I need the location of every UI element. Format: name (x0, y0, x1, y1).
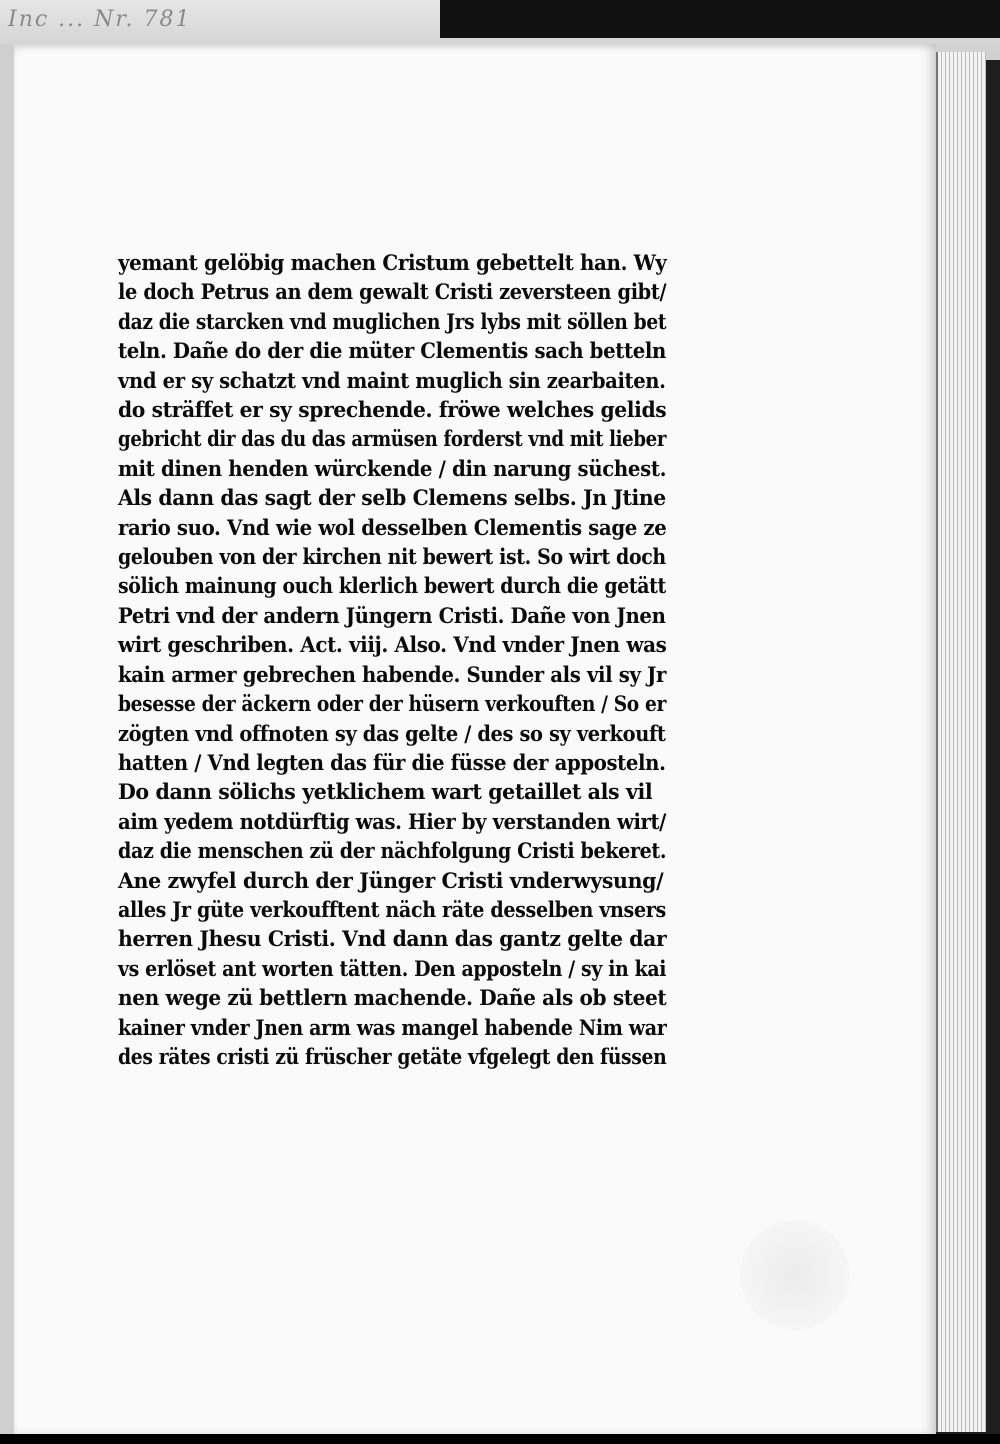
text-line: Ane zwyfel durch der Jünger Cristi vnderwysung/ (118, 867, 664, 893)
text-line: besesse der äckern oder der hüsern verkouften / So er (118, 691, 666, 717)
text-line: des rätes cristi zü früscher getäte vfgelegt den füssen (118, 1043, 667, 1069)
text-line: zögten vnd offnoten sy das gelte / des so sy verkouft (118, 720, 666, 746)
text-line: alles Jr güte verkoufftent näch räte desselben vnsers (118, 896, 666, 922)
text-line: nen wege zü bettlern machende. Dañe als ob steet (118, 985, 667, 1011)
text-line: aim yedem notdürftig was. Hier by verstanden wirt/ (118, 808, 666, 834)
text-line: Als dann das sagt der selb Clemens selbs. Jn Jtine (118, 485, 666, 511)
page-edges (936, 52, 986, 1432)
text-line: gebricht dir das du das armüsen forderst vnd mit lieber (118, 426, 667, 452)
text-line: kainer vnder Jnen arm was mangel habende Nim war (118, 1014, 667, 1040)
text-line: yemant gelöbig machen Cristum gebettelt han. Wy (118, 250, 667, 275)
text-line: vnd er sy schatzt vnd maint muglich sin zearbaiten. (118, 367, 666, 393)
paper-smudge (740, 1220, 850, 1330)
text-line: Do dann sölichs yetklichem wart getaillet als vil (118, 779, 653, 805)
text-line: daz die menschen zü der nächfolgung Cristi bekeret. (118, 838, 667, 864)
text-line: daz die starcken vnd muglichen Jrs lybs mit söllen bet (118, 308, 667, 334)
text-line: Petri vnd der andern Jüngern Cristi. Dañe von Jnen (118, 602, 666, 628)
text-line: kain armer gebrechen habende. Sunder als vil sy Jr (118, 661, 666, 687)
scan-bottom-border (0, 1434, 1000, 1444)
gutter-shadow (0, 44, 14, 1436)
text-line: do sträffet er sy sprechende. fröwe welches gelids (118, 397, 667, 423)
text-block (118, 248, 678, 1069)
text-line: sölich mainung ouch klerlich bewert durch die getätt (118, 573, 666, 599)
text-line: teln. Dañe do der die müter Clementis sach betteln (118, 338, 666, 364)
text-line: herren Jhesu Cristi. Vnd dann das gantz gelte dar (118, 926, 667, 952)
text-line: rario suo. Vnd wie wol desselben Clementis sage ze (118, 514, 667, 540)
text-line: vs erlöset ant worten tätten. Den apposteln / sy in kai (118, 955, 667, 981)
text-line: hatten / Vnd legten das für die füsse der apposteln. (118, 749, 666, 775)
text-line: gelouben von der kirchen nit bewert ist. So wirt doch (118, 544, 666, 570)
text-line: mit dinen henden würckende / din narung süchest. (118, 455, 667, 481)
scan-dark-border (440, 0, 1000, 38)
text-line: le doch Petrus an dem gewalt Cristi zeversteen gibt/ (118, 279, 667, 305)
text-line: wirt geschriben. Act. viij. Also. Vnd vnder Jnen was (118, 632, 667, 658)
pencil-annotation: Inc ... Nr. 781 (8, 7, 192, 32)
